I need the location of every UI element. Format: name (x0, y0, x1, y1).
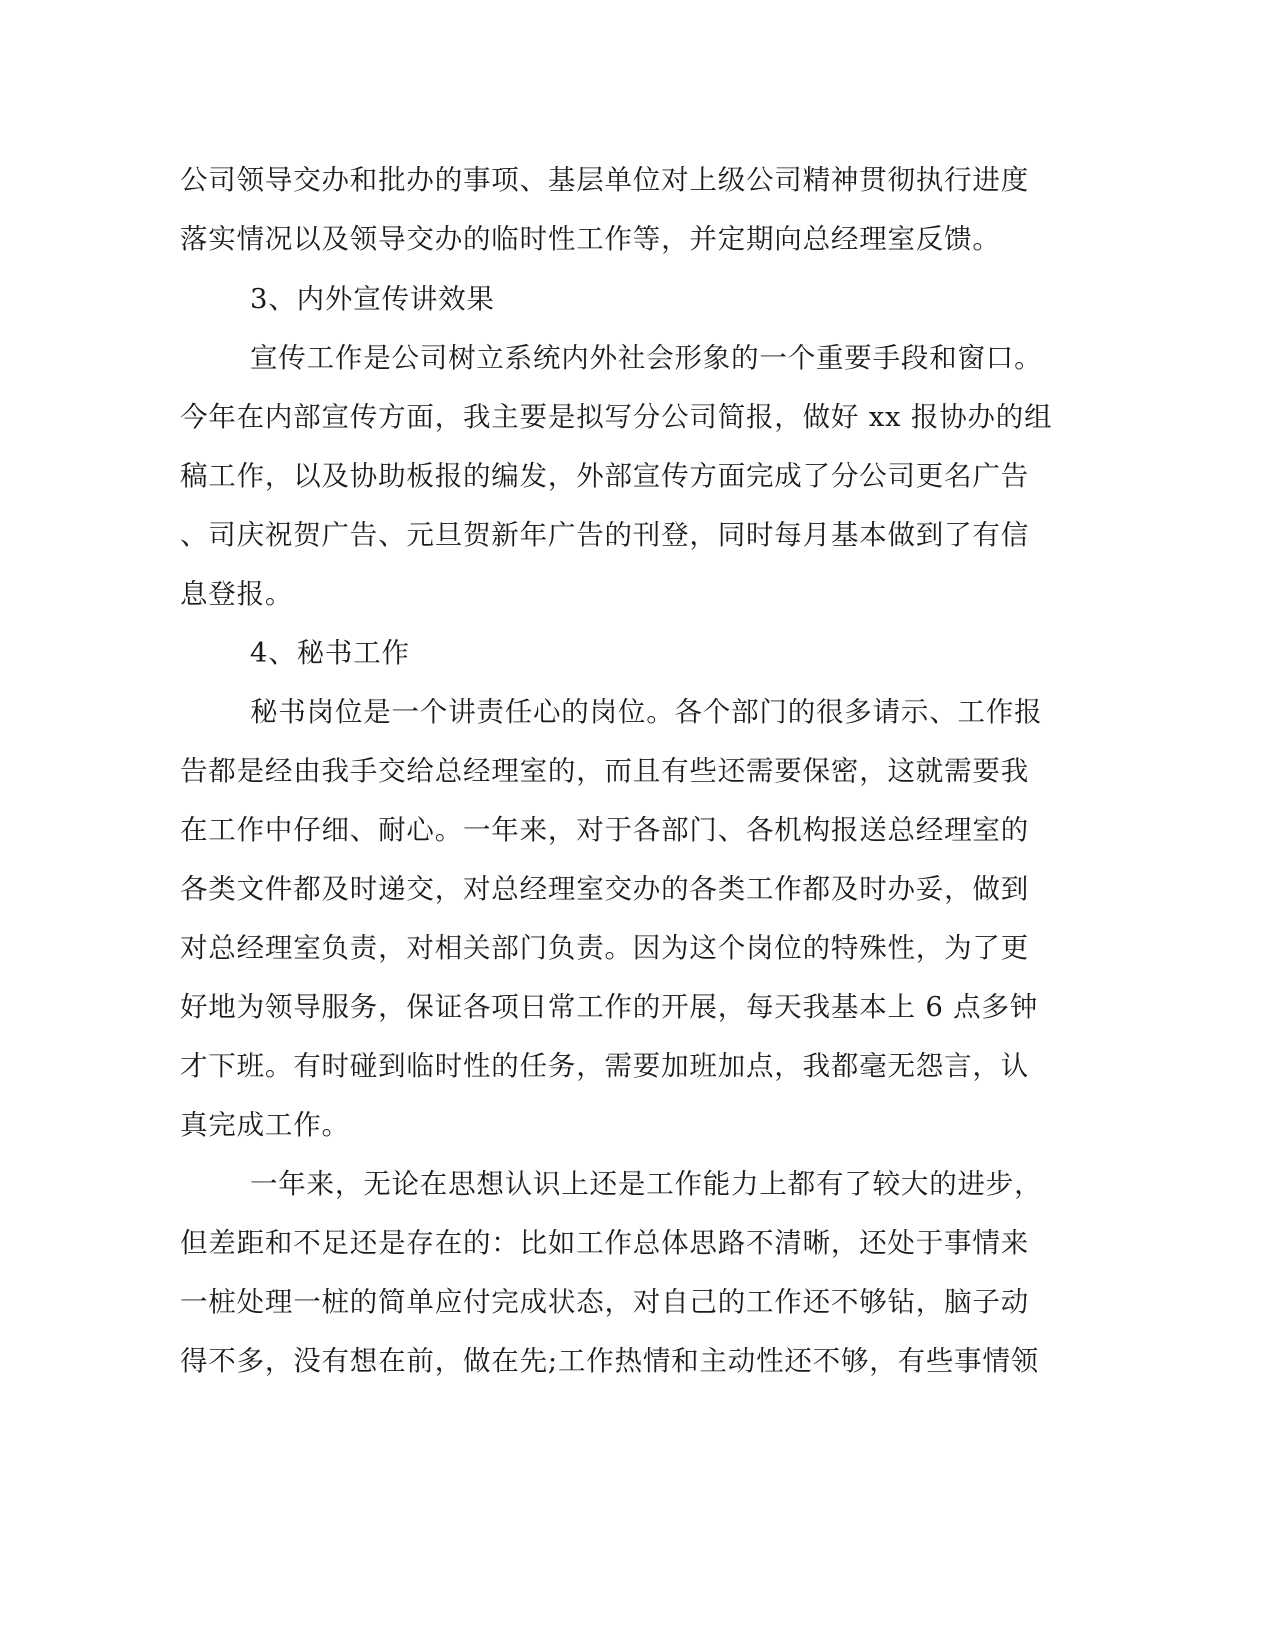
section-heading (0, 277, 1275, 321)
text-line-content: 落实情况以及领导交办的临时性工作等，并定期向总经理室反馈。 (180, 223, 1001, 255)
text-line (0, 1162, 1275, 1206)
text-line (0, 867, 1275, 911)
text-line (0, 572, 1275, 616)
text-line (0, 158, 1275, 202)
text-line-content: 告都是经由我手交给总经理室的，而且有些还需要保密，这就需要我 (180, 755, 1029, 787)
text-line (0, 690, 1275, 734)
section-heading (0, 631, 1275, 675)
text-line-content: 在工作中仔细、耐心。一年来，对于各部门、各机构报送总经理室的 (180, 814, 1029, 846)
text-line (0, 985, 1275, 1029)
text-line-content: 好地为领导服务，保证各项日常工作的开展，每天我基本上 6 点多钟 (180, 991, 1039, 1023)
text-line-content: 、司庆祝贺广告、元旦贺新年广告的刊登，同时每月基本做到了有信 (180, 519, 1029, 551)
text-line-content: 稿工作，以及协助板报的编发，外部宣传方面完成了分公司更名广告 (180, 460, 1029, 492)
text-line-content: 真完成工作。 (180, 1109, 350, 1141)
text-line (0, 395, 1275, 439)
text-line-content: 一年来，无论在思想认识上还是工作能力上都有了较大的进步， (250, 1168, 1043, 1200)
text-line-content: 但差距和不足还是存在的：比如工作总体思路不清晰，还处于事情来 (180, 1227, 1029, 1259)
text-line (0, 1280, 1275, 1324)
text-line-content: 宣传工作是公司树立系统内外社会形象的一个重要手段和窗口。 (250, 342, 1043, 374)
text-line (0, 749, 1275, 793)
text-line-content: 各类文件都及时递交，对总经理室交办的各类工作都及时办妥，做到 (180, 873, 1029, 905)
text-line (0, 454, 1275, 498)
text-line (0, 1339, 1275, 1383)
text-line-content: 得不多，没有想在前，做在先;工作热情和主动性还不够，有些事情领 (180, 1345, 1040, 1377)
text-line (0, 1103, 1275, 1147)
text-line (0, 217, 1275, 261)
text-line (0, 926, 1275, 970)
text-line-content: 一桩处理一桩的简单应付完成状态，对自己的工作还不够钻，脑子动 (180, 1286, 1029, 1318)
text-line-content: 今年在内部宣传方面，我主要是拟写分公司简报，做好 xx 报协办的组 (180, 401, 1053, 433)
text-line (0, 336, 1275, 380)
text-line (0, 1221, 1275, 1265)
section-heading-text: 4、秘书工作 (250, 637, 410, 669)
text-line-content: 对总经理室负责，对相关部门负责。因为这个岗位的特殊性，为了更 (180, 932, 1029, 964)
text-line (0, 513, 1275, 557)
text-line (0, 808, 1275, 852)
text-line-content: 公司领导交办和批办的事项、基层单位对上级公司精神贯彻执行进度 (180, 164, 1029, 196)
text-line-content: 息登报。 (180, 578, 294, 610)
text-line (0, 1044, 1275, 1088)
section-heading-text: 3、内外宣传讲效果 (250, 283, 495, 315)
text-line-content: 秘书岗位是一个讲责任心的岗位。各个部门的很多请示、工作报 (250, 696, 1043, 728)
text-line-content: 才下班。有时碰到临时性的任务，需要加班加点，我都毫无怨言，认 (180, 1050, 1029, 1082)
